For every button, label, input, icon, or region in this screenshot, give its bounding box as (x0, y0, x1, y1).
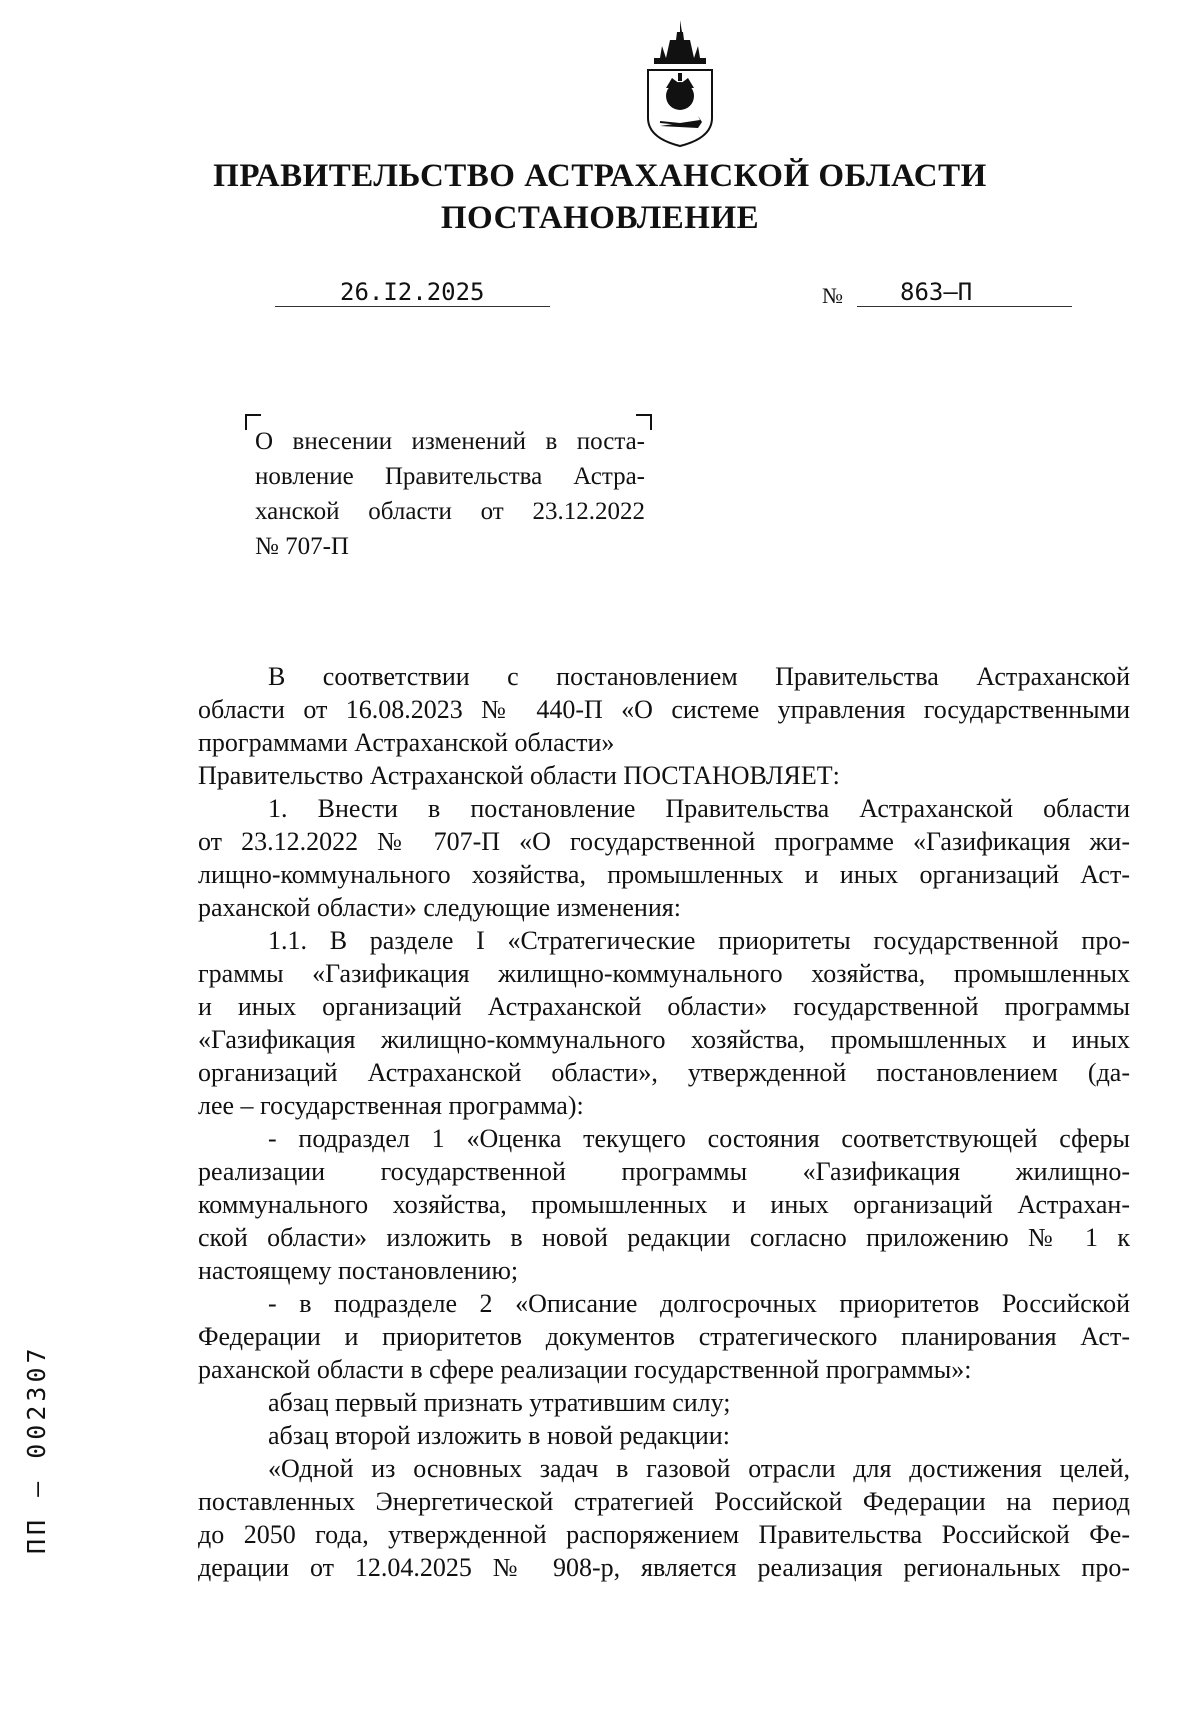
body-line: программами Астраханской области» (198, 728, 615, 757)
body-line: - в подразделе 2 «Описание долгосрочных приоритетов Российской (268, 1289, 1130, 1318)
subject-line: № 707-П (255, 533, 349, 560)
body-line: ской области» изложить в новой редакции согласно приложению № 1 к (198, 1223, 1130, 1252)
number-sign: № (822, 283, 843, 308)
body-line: реализации государственной программы «Газификация жилищно- (198, 1157, 1130, 1186)
body-line: организаций Астраханской области», утвержденной постановлением (да- (198, 1058, 1130, 1087)
body-line: «Газификация жилищно-коммунального хозяйства, промышленных и иных (198, 1025, 1130, 1054)
body-line: настоящему постановлению; (198, 1256, 519, 1285)
side-serial-code: ПП – 002307 (22, 1344, 51, 1554)
body-line: лищно-коммунального хозяйства, промышленных и иных организаций Аст- (198, 860, 1130, 889)
document-subject (255, 424, 645, 564)
body-line: коммунального хозяйства, промышленных и иных организаций Астрахан- (198, 1190, 1130, 1219)
subject-line: ханской области от 23.12.2022 (255, 498, 645, 525)
body-line: раханской области» следующие изменения: (198, 893, 681, 922)
header-document-type: ПОСТАНОВЛЕНИЕ (440, 200, 760, 236)
coat-of-arms-emblem (640, 18, 720, 150)
body-line: до 2050 года, утвержденной распоряжением Правительства Российской Фе- (198, 1520, 1130, 1549)
body-line: граммы «Газификация жилищно-коммунального хозяйства, промышленных (198, 959, 1130, 988)
body-line: 1.1. В разделе I «Стратегические приоритеты государственной про- (268, 926, 1130, 955)
document-date: 26.I2.2025 (340, 278, 485, 306)
body-line: дерации от 12.04.2025 № 908-р, является реализация региональных про- (198, 1553, 1130, 1582)
body-line: 1. Внести в постановление Правительства Астраханской области (268, 794, 1130, 823)
body-line: от 23.12.2022 № 707-П «О государственной программе «Газификация жи- (198, 827, 1130, 856)
subject-line: О внесении изменений в поста- (255, 428, 645, 455)
body-line: Правительство Астраханской области ПОСТАНОВЛЯЕТ: (198, 761, 840, 790)
body-line: абзац второй изложить в новой редакции: (268, 1421, 730, 1450)
body-line: абзац первый признать утратившим силу; (268, 1388, 731, 1417)
document-body (198, 660, 1130, 1584)
body-line: раханской области в сфере реализации государственной программы»: (198, 1355, 972, 1384)
body-line: В соответствии с постановлением Правительства Астраханской (268, 662, 1130, 691)
document-number: 863–П (900, 278, 973, 306)
body-line: и иных организаций Астраханской области» государственной программы (198, 992, 1130, 1021)
body-line: области от 16.08.2023 № 440-П «О системе управления государственными (198, 695, 1130, 724)
body-line: «Одной из основных задач в газовой отрасли для достижения целей, (268, 1454, 1130, 1483)
subject-line: новление Правительства Астра- (255, 463, 645, 490)
header-government: ПРАВИТЕЛЬСТВО АСТРАХАНСКОЙ ОБЛАСТИ (213, 158, 987, 194)
body-line: Федерации и приоритетов документов стратегического планирования Аст- (198, 1322, 1130, 1351)
body-line: поставленных Энергетической стратегией Российской Федерации на период (198, 1487, 1130, 1516)
body-line: - подраздел 1 «Оценка текущего состояния соответствующей сферы (268, 1124, 1130, 1153)
body-line: лее – государственная программа): (198, 1091, 584, 1120)
